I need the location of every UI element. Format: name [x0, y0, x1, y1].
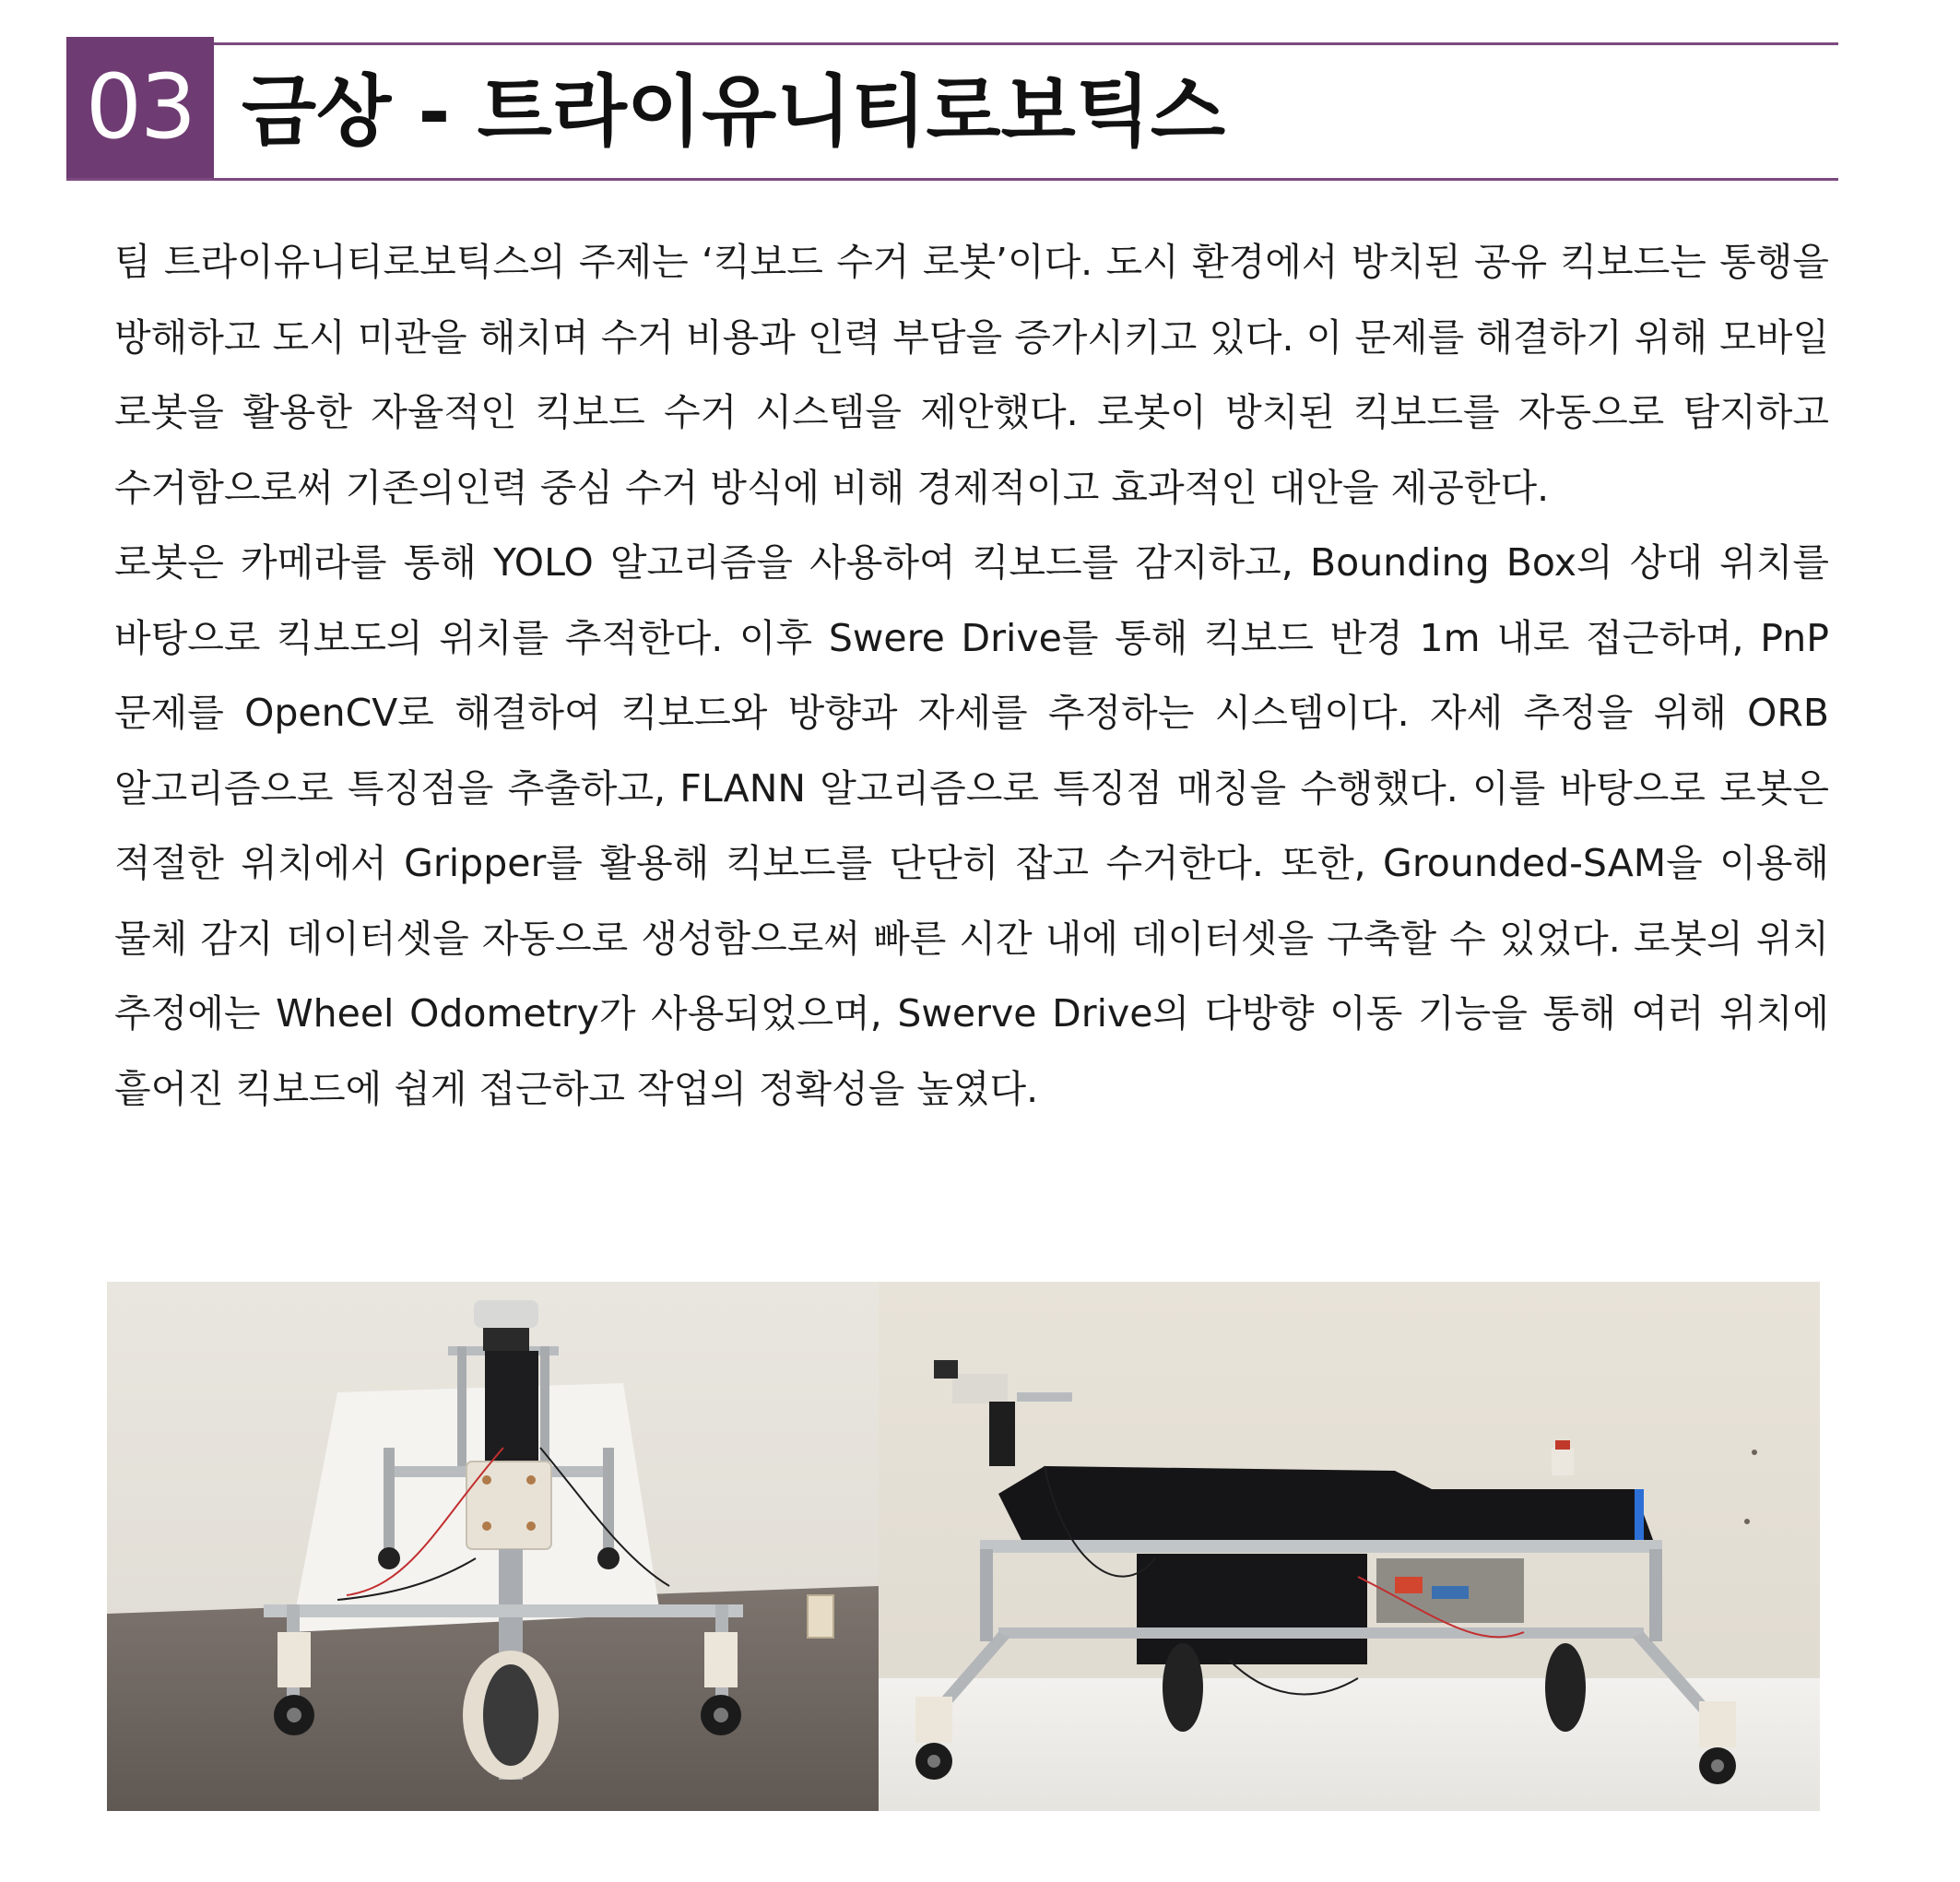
section-title: 금상 - 트라이유니티로보틱스 [242, 66, 1226, 157]
section-header [66, 37, 1838, 181]
paragraph-system: 로봇은 카메라를 통해 YOLO 알고리즘을 사용하여 킥보드를 감지하고, Bounding Box의 상대 위치를 바탕으로 킥보도의 위치를 추적한다. 이후 Swere Drive를 통해 킥보드 반경 1m 내로 접근하며, PnP 문제를 OpenCV로 해결하여 킥보드와 방향과 자세를 추정하는 시스템이다. 자세 추정을 위해 ORB 알고리즘으로 특징점을 추출하고, FLANN 알고리즘으로 특징점 매칭을 수행했다. 이를 바탕으로 로봇은 적절한 위치에서 Gripper를 활용해 킥보드를 단단히 잡고 수거한다. 또한, Grounded-SAM을 이용해 물체 감지 데이터셋을 자동으로 생성함으로써 빠른 시간 내에 데이터셋을 구축할 수 있었다. 로봇의 위치 추정에는 Wheel Odometry가 사용되었으며, Swerve Drive의 다방향 이동 기능을 통해 여러 위치에 흩어진 킥보드에 쉽게 접근하고 작업의 정확성을 높였다. [114, 540, 1829, 1111]
robot-side-photo [879, 1282, 1820, 1811]
header-top-rule [214, 42, 1838, 45]
paragraph-intro: 팀 트라이유니티로보틱스의 주제는 ‘킥보드 수거 로봇’이다. 도시 환경에서 방치된 공유 킥보드는 통행을 방해하고 도시 미관을 해치며 수거 비용과 인력 부담을 증가시키고 있다. 이 문제를 해결하기 위해 모바일 로봇을 활용한 자율적인 킥보드 수거 시스템을 제안했다. 로봇이 방치된 킥보드를 자동으로 탐지하고 수거함으로써 기존의인력 중심 수거 방식에 비해 경제적이고 효과적인 대안을 제공한다. [114, 240, 1829, 510]
header-bottom-rule [66, 178, 1838, 181]
section-number-badge: 03 [66, 37, 214, 178]
robot-front-photo [107, 1282, 879, 1811]
body-text [114, 225, 1829, 1127]
